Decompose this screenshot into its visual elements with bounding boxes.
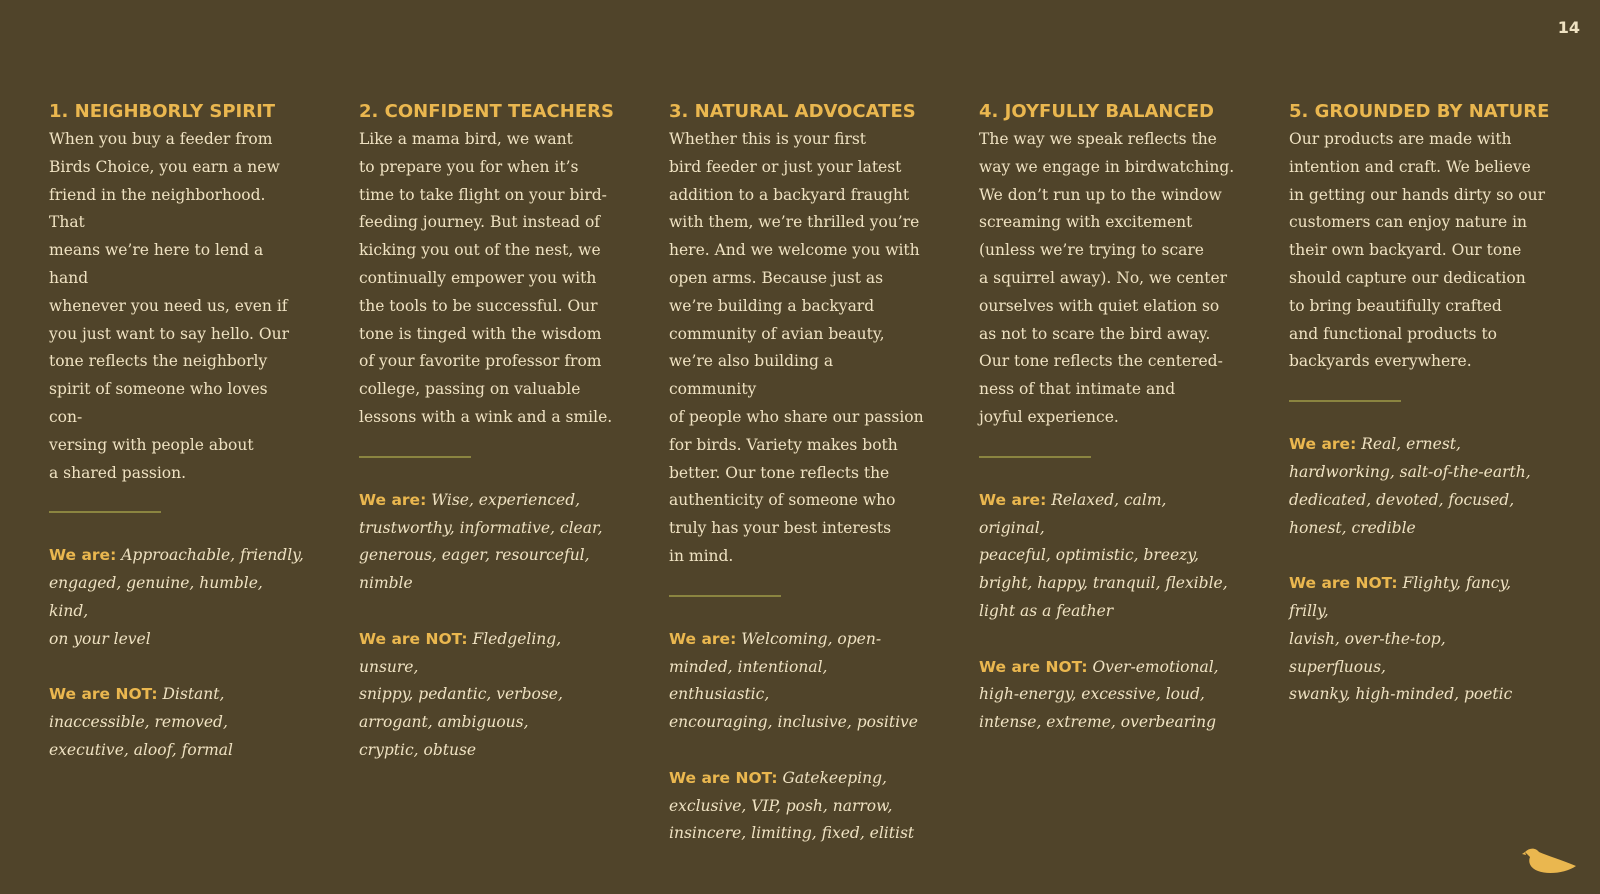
divider: [49, 511, 161, 513]
we-are-label: We are:: [359, 490, 427, 509]
we-are-not-label: We are NOT:: [359, 629, 468, 648]
we-are-not: [979, 654, 1235, 737]
we-are-not-label: We are NOT:: [49, 685, 158, 704]
we-are-label: We are:: [979, 490, 1047, 509]
we-are-label: We are:: [49, 546, 117, 565]
we-are-not: [669, 765, 925, 848]
pillar-title: 2. CONFIDENT TEACHERS: [359, 101, 614, 122]
we-are-traits: Real, ernest, hardworking, salt-of-the-earth, dedicated, devoted, focused, honest, credible: [1289, 435, 1531, 537]
we-are-not-label: We are NOT:: [669, 768, 778, 787]
divider: [359, 456, 471, 458]
pillar-description: Our products are made with intention and craft. We believe in getting our hands dirty so our customers can enjoy nature in their own backyard. Our tone should capture our dedication to bring beautifully crafted and functional products to backyards everywhere.: [1289, 130, 1546, 371]
we-are-not-traits: Gatekeeping, exclusive, VIP, posh, narrow, insincere, limiting, fixed, elitist: [669, 768, 915, 843]
we-are-not-traits: Flighty, fancy, frilly, lavish, over-the-top, superfluous, swanky, high-minded, poetic: [1289, 574, 1513, 704]
we-are: [359, 487, 615, 598]
pillar-joyfully-balanced: [979, 100, 1235, 848]
we-are-label: We are:: [669, 629, 737, 648]
voice-pillars: [49, 100, 1550, 848]
we-are: [979, 487, 1235, 626]
we-are-traits: Wise, experienced, trustworthy, informative, clear, generous, eager, resourceful, nimble: [359, 490, 603, 593]
pillar-description: When you buy a feeder from Birds Choice, you earn a new friend in the neighborhood. That means we’re here to lend a hand whenever you need us, even if you just want to say hello. Our tone reflects the neighborly spirit of someone who loves con- versing with people about a shared passion.: [49, 130, 289, 482]
we-are-traits: Welcoming, open- minded, intentional, enthusiastic, encouraging, inclusive, positive: [669, 629, 918, 732]
pillar-title: 1. NEIGHBORLY SPIRIT: [49, 101, 276, 122]
we-are-not-traits: Over-emotional, high-energy, excessive, loud, intense, extreme, overbearing: [979, 657, 1219, 732]
we-are-label: We are:: [1289, 435, 1357, 454]
we-are: [1289, 431, 1545, 542]
pillar-natural-advocates: [669, 100, 925, 848]
divider: [1289, 400, 1401, 402]
we-are: [49, 542, 305, 653]
we-are-not-traits: Fledgeling, unsure, snippy, pedantic, verbose, arrogant, ambiguous, cryptic, obtuse: [359, 629, 563, 759]
we-are-not: [359, 626, 615, 765]
pillar-description: The way we speak reflects the way we engage in birdwatching. We don’t run up to the window screaming with excitement (unless we’re trying to scare a squirrel away). No, we center ourselves with quiet elation so as not to scare the bird away. Our tone reflects the centered- ness of that intimate and joyful experience.: [979, 130, 1235, 426]
divider: [669, 595, 781, 597]
we-are: [669, 626, 925, 737]
we-are-not: [49, 681, 305, 764]
page-number: 14: [1557, 18, 1580, 37]
pillar-title: 5. GROUNDED BY NATURE: [1289, 101, 1550, 122]
divider: [979, 456, 1091, 458]
pillar-neighborly-spirit: [49, 100, 305, 848]
pillar-title: 3. NATURAL ADVOCATES: [669, 101, 916, 122]
pillar-description: Whether this is your first bird feeder or just your latest addition to a backyard fraught with them, we’re thrilled you’re here. And we welcome you with open arms. Because just as we’re building a backyard community of avian beauty, we’re also building a community of people who share our passion for birds. Variety makes both better. Our tone reflects the authenticity of someone who truly has your best interests in mind.: [669, 130, 924, 565]
we-are-traits: Relaxed, calm, original, peaceful, optimistic, breezy, bright, happy, tranquil, flexible, light as a feather: [979, 490, 1228, 620]
we-are-not-label: We are NOT:: [1289, 574, 1398, 593]
pillar-confident-teachers: [359, 100, 615, 848]
pillar-description: Like a mama bird, we want to prepare you for when it’s time to take flight on your bird- feeding journey. But instead of kicking you out of the nest, we continually empower you with the tools to be successful. Our tone is tinged with the wisdom of your favorite professor from college, passing on valuable lessons with a wink and a smile.: [359, 130, 613, 426]
pillar-title: 4. JOYFULLY BALANCED: [979, 101, 1214, 122]
we-are-not-label: We are NOT:: [979, 657, 1088, 676]
bird-logo-icon: [1522, 842, 1578, 876]
pillar-grounded-by-nature: [1289, 100, 1550, 848]
we-are-not-traits: Distant, inaccessible, removed, executive, aloof, formal: [49, 685, 233, 759]
we-are-not: [1289, 570, 1545, 709]
we-are-traits: Approachable, friendly, engaged, genuine, humble, kind, on your level: [49, 546, 304, 648]
